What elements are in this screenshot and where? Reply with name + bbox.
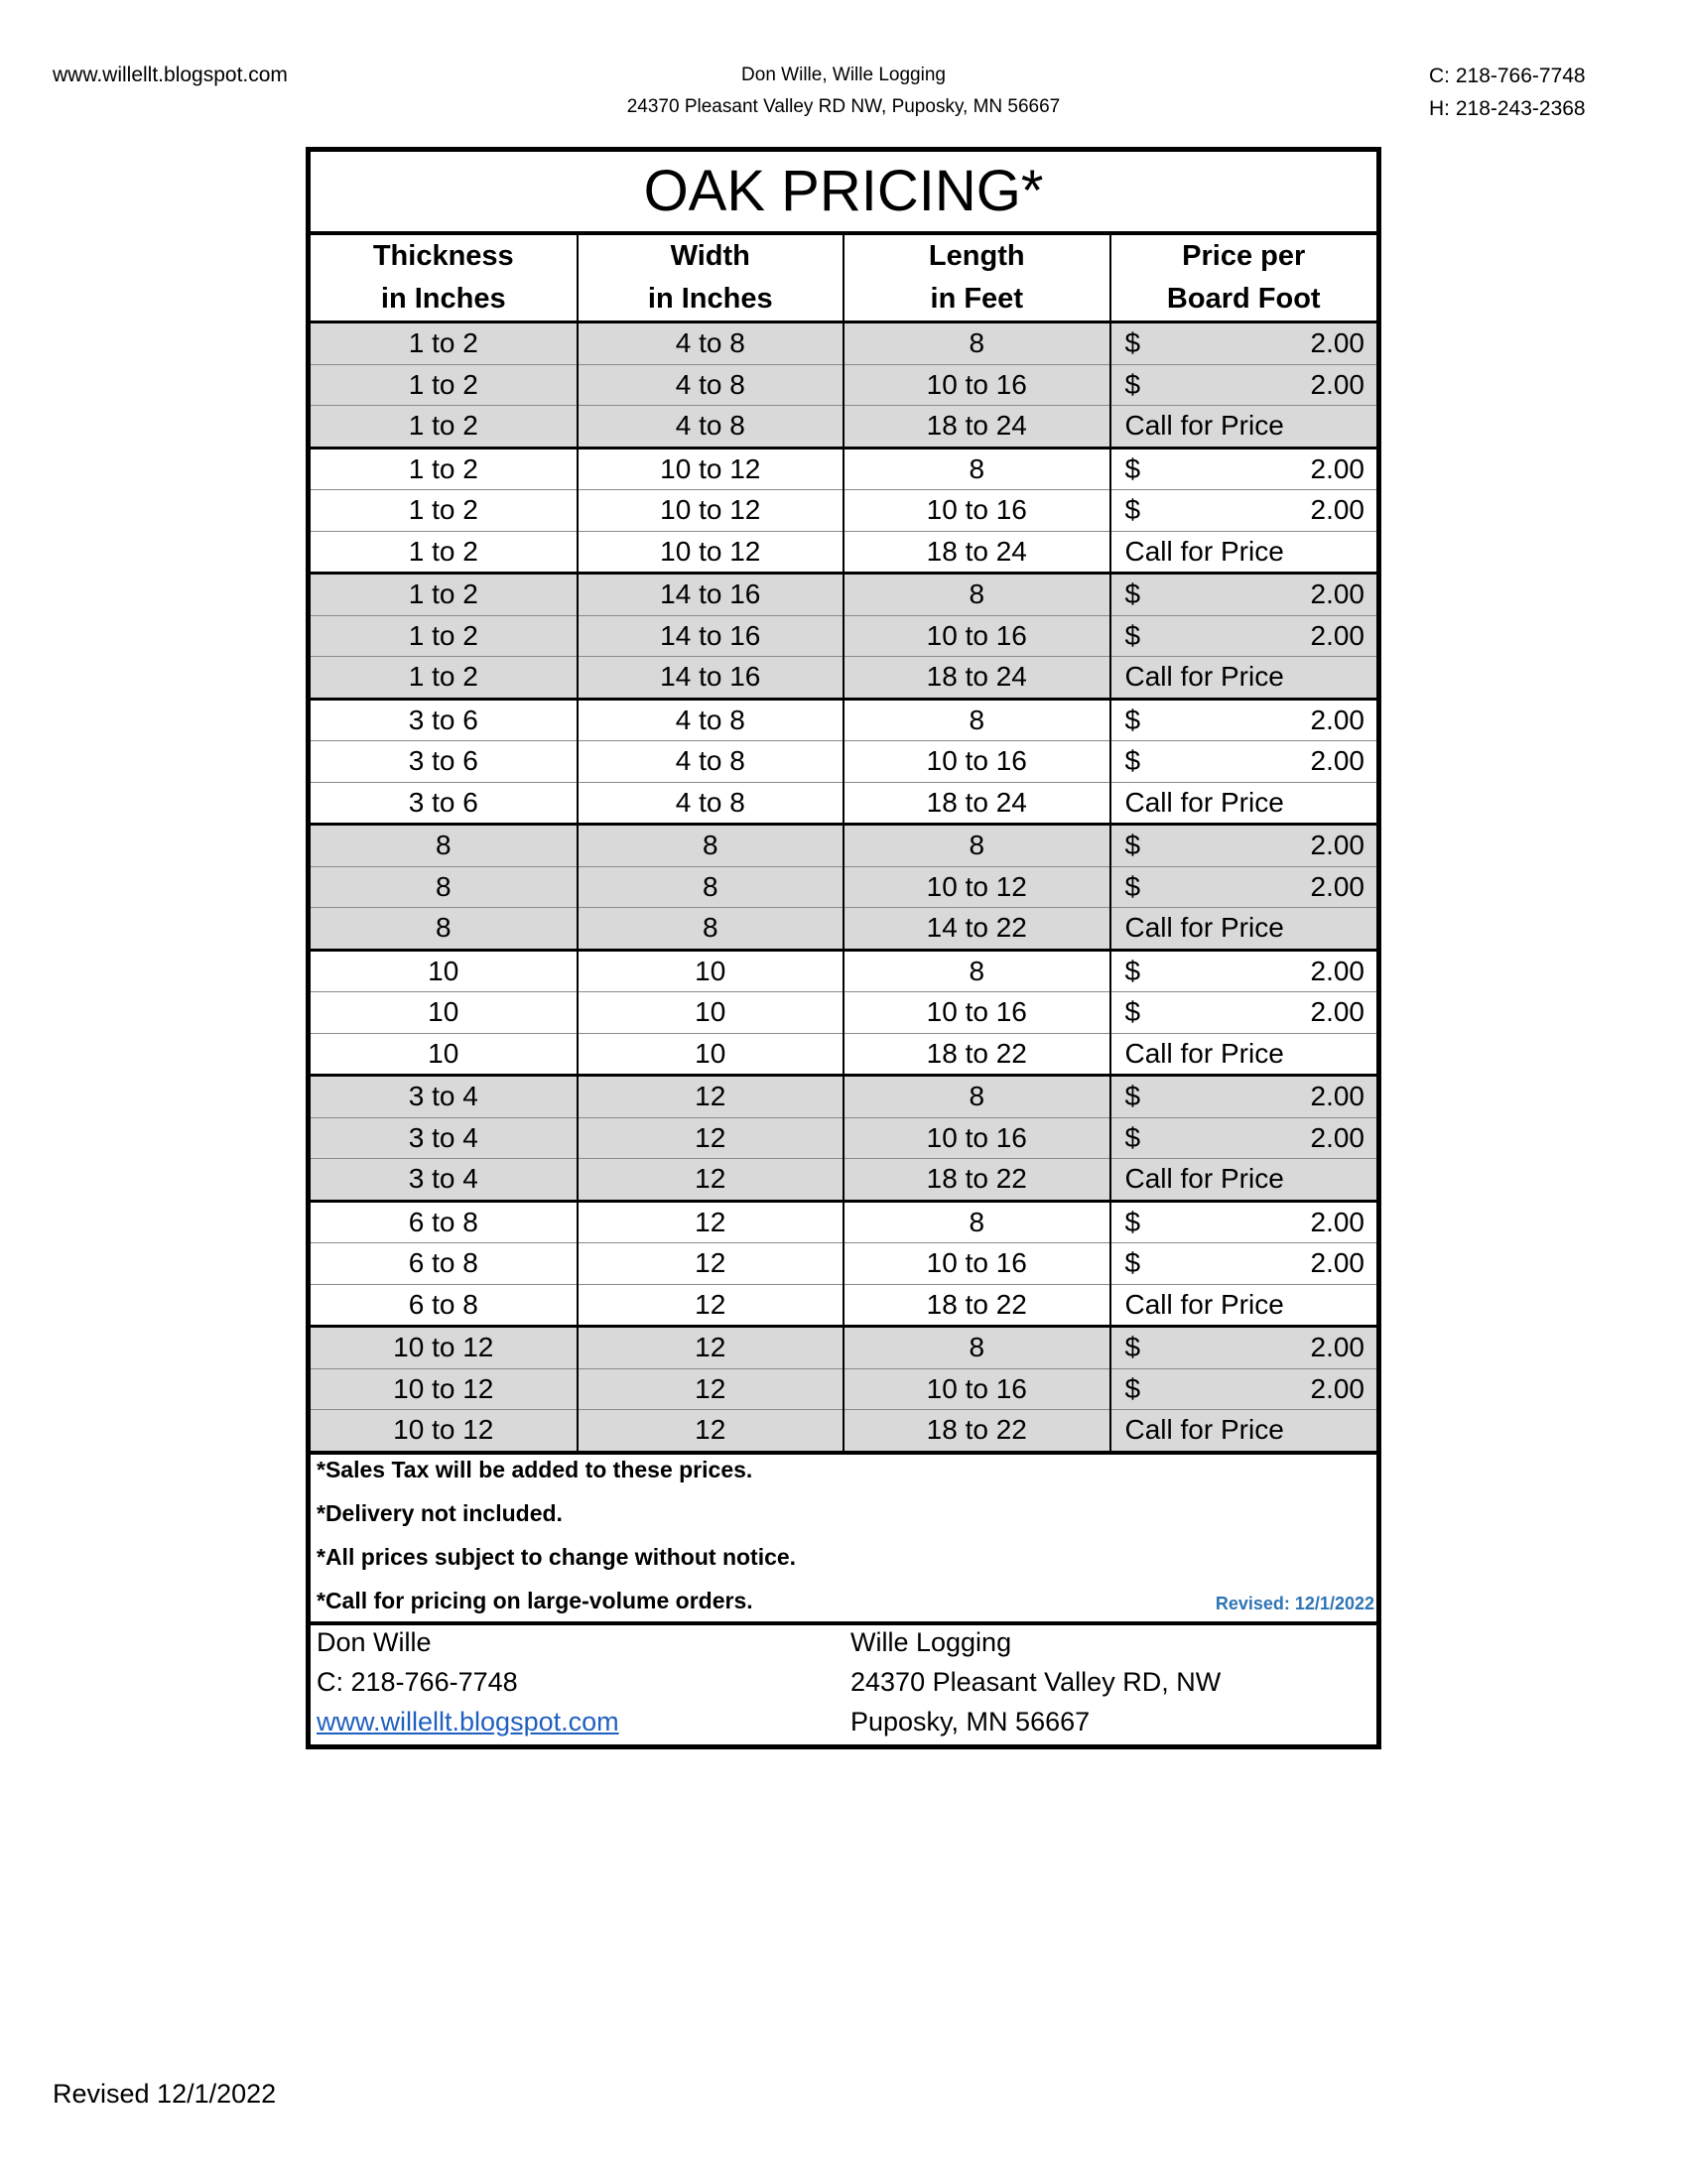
currency-symbol: $ bbox=[1124, 327, 1141, 359]
cell-price bbox=[1110, 322, 1377, 365]
price-amount: 2.00 bbox=[1310, 494, 1364, 526]
cell-thickness: 6 to 8 bbox=[311, 1284, 578, 1327]
cell-length: 18 to 22 bbox=[844, 1284, 1110, 1327]
price-value bbox=[1111, 578, 1377, 610]
table-row bbox=[311, 1033, 1376, 1076]
currency-symbol: $ bbox=[1124, 1247, 1141, 1279]
cell-length: 10 to 16 bbox=[844, 490, 1110, 532]
price-value bbox=[1111, 494, 1377, 526]
header-business-info bbox=[615, 60, 1072, 123]
contact-website-wrap bbox=[317, 1707, 619, 1737]
cell-price bbox=[1110, 866, 1377, 908]
cell-length: 8 bbox=[844, 574, 1110, 616]
cell-width: 12 bbox=[578, 1243, 844, 1285]
table-row bbox=[311, 950, 1376, 992]
price-call-text: Call for Price bbox=[1124, 912, 1284, 944]
cell-thickness: 6 to 8 bbox=[311, 1243, 578, 1285]
price-amount: 2.00 bbox=[1310, 1372, 1364, 1404]
table-row bbox=[311, 574, 1376, 616]
header-cell-phone: C: 218-766-7748 bbox=[1429, 64, 1586, 87]
table-row bbox=[311, 364, 1376, 406]
sheet-title: OAK PRICING* bbox=[311, 152, 1376, 235]
column-header-price: Price per Board Foot bbox=[1110, 235, 1377, 322]
cell-thickness: 1 to 2 bbox=[311, 531, 578, 574]
header-business-line: Don Wille, Wille Logging bbox=[741, 64, 946, 85]
cell-length: 10 to 12 bbox=[844, 866, 1110, 908]
cell-length: 8 bbox=[844, 1201, 1110, 1243]
price-value bbox=[1111, 1247, 1377, 1279]
cell-length: 8 bbox=[844, 448, 1110, 490]
cell-price bbox=[1110, 1159, 1377, 1202]
cell-thickness: 1 to 2 bbox=[311, 615, 578, 657]
cell-width: 12 bbox=[578, 1284, 844, 1327]
cell-width: 10 to 12 bbox=[578, 490, 844, 532]
cell-width: 12 bbox=[578, 1368, 844, 1410]
table-row bbox=[311, 322, 1376, 365]
cell-length: 10 to 16 bbox=[844, 992, 1110, 1034]
price-amount: 2.00 bbox=[1310, 619, 1364, 651]
cell-price bbox=[1110, 782, 1377, 825]
cell-length: 18 to 24 bbox=[844, 657, 1110, 700]
cell-width: 4 to 8 bbox=[578, 364, 844, 406]
price-amount: 2.00 bbox=[1310, 1247, 1364, 1279]
currency-symbol: $ bbox=[1124, 996, 1141, 1028]
currency-symbol: $ bbox=[1124, 1081, 1141, 1112]
cell-length: 18 to 22 bbox=[844, 1410, 1110, 1451]
contact-section bbox=[311, 1621, 1376, 1744]
cell-thickness: 3 to 6 bbox=[311, 699, 578, 741]
cell-thickness: 8 bbox=[311, 908, 578, 951]
table-row bbox=[311, 741, 1376, 783]
contact-city: Puposky, MN 56667 bbox=[850, 1706, 1091, 1736]
cell-length: 10 to 16 bbox=[844, 1368, 1110, 1410]
price-call-text: Call for Price bbox=[1124, 535, 1284, 567]
table-row bbox=[311, 1159, 1376, 1202]
price-amount: 2.00 bbox=[1310, 704, 1364, 735]
table-body bbox=[311, 322, 1376, 1451]
cell-width: 10 to 12 bbox=[578, 531, 844, 574]
note-large-volume: *Call for pricing on large-volume orders. bbox=[317, 1587, 753, 1613]
cell-price bbox=[1110, 908, 1377, 951]
cell-width: 14 to 16 bbox=[578, 615, 844, 657]
cell-thickness: 10 to 12 bbox=[311, 1410, 578, 1451]
cell-length: 8 bbox=[844, 1076, 1110, 1118]
table-row bbox=[311, 1368, 1376, 1410]
currency-symbol: $ bbox=[1124, 1372, 1141, 1404]
currency-symbol: $ bbox=[1124, 870, 1141, 902]
cell-price bbox=[1110, 1368, 1377, 1410]
price-call-text: Call for Price bbox=[1124, 410, 1284, 442]
cell-price bbox=[1110, 1327, 1377, 1369]
cell-price bbox=[1110, 1076, 1377, 1118]
table-row bbox=[311, 1284, 1376, 1327]
cell-thickness: 3 to 4 bbox=[311, 1117, 578, 1159]
cell-width: 8 bbox=[578, 866, 844, 908]
cell-thickness: 1 to 2 bbox=[311, 657, 578, 700]
cell-width: 10 to 12 bbox=[578, 448, 844, 490]
cell-length: 8 bbox=[844, 322, 1110, 365]
cell-price bbox=[1110, 1243, 1377, 1285]
cell-thickness: 1 to 2 bbox=[311, 322, 578, 365]
currency-symbol: $ bbox=[1124, 830, 1141, 861]
cell-thickness: 3 to 4 bbox=[311, 1076, 578, 1118]
cell-width: 12 bbox=[578, 1201, 844, 1243]
cell-price bbox=[1110, 1117, 1377, 1159]
table-row bbox=[311, 1076, 1376, 1118]
table-row bbox=[311, 615, 1376, 657]
cell-price bbox=[1110, 490, 1377, 532]
price-amount: 2.00 bbox=[1310, 996, 1364, 1028]
cell-price bbox=[1110, 364, 1377, 406]
cell-price bbox=[1110, 1033, 1377, 1076]
header-address-line: 24370 Pleasant Valley RD NW, Puposky, MN 56667 bbox=[626, 96, 1061, 117]
cell-price bbox=[1110, 657, 1377, 700]
revised-date-small: Revised: 12/1/2022 bbox=[1215, 1593, 1374, 1613]
price-value bbox=[1111, 956, 1377, 987]
cell-length: 10 to 16 bbox=[844, 741, 1110, 783]
currency-symbol: $ bbox=[1124, 1206, 1141, 1237]
cell-thickness: 10 bbox=[311, 1033, 578, 1076]
cell-width: 4 to 8 bbox=[578, 322, 844, 365]
contact-street: 24370 Pleasant Valley RD, NW bbox=[850, 1666, 1222, 1697]
cell-width: 4 to 8 bbox=[578, 782, 844, 825]
table-row bbox=[311, 531, 1376, 574]
cell-length: 18 to 22 bbox=[844, 1033, 1110, 1076]
cell-price bbox=[1110, 574, 1377, 616]
contact-website-link[interactable]: www.willellt.blogspot.com bbox=[317, 1706, 619, 1736]
currency-symbol: $ bbox=[1124, 578, 1141, 610]
price-amount: 2.00 bbox=[1310, 1332, 1364, 1363]
price-value bbox=[1111, 620, 1377, 652]
cell-length: 8 bbox=[844, 825, 1110, 867]
price-value bbox=[1111, 871, 1377, 903]
table-row bbox=[311, 1243, 1376, 1285]
price-amount: 2.00 bbox=[1310, 830, 1364, 861]
header-website: www.willellt.blogspot.com bbox=[53, 64, 288, 86]
cell-price bbox=[1110, 406, 1377, 449]
cell-thickness: 3 to 6 bbox=[311, 741, 578, 783]
cell-thickness: 1 to 2 bbox=[311, 364, 578, 406]
price-value bbox=[1111, 1122, 1377, 1154]
table-row bbox=[311, 1327, 1376, 1369]
cell-thickness: 1 to 2 bbox=[311, 448, 578, 490]
table-row bbox=[311, 1201, 1376, 1243]
price-value bbox=[1111, 745, 1377, 777]
note-delivery: *Delivery not included. bbox=[317, 1499, 563, 1526]
cell-length: 18 to 24 bbox=[844, 406, 1110, 449]
cell-width: 8 bbox=[578, 825, 844, 867]
cell-price bbox=[1110, 1284, 1377, 1327]
cell-width: 10 bbox=[578, 992, 844, 1034]
cell-length: 10 to 16 bbox=[844, 1243, 1110, 1285]
cell-thickness: 1 to 2 bbox=[311, 574, 578, 616]
pricing-table bbox=[311, 235, 1376, 1451]
cell-price bbox=[1110, 531, 1377, 574]
cell-price bbox=[1110, 825, 1377, 867]
contact-company: Wille Logging bbox=[850, 1626, 1012, 1657]
contact-cell: C: 218-766-7748 bbox=[317, 1666, 518, 1697]
price-amount: 2.00 bbox=[1310, 955, 1364, 986]
header-phones bbox=[1429, 60, 1586, 125]
note-sales-tax: *Sales Tax will be added to these prices. bbox=[317, 1456, 753, 1482]
price-amount: 2.00 bbox=[1310, 327, 1364, 359]
table-row bbox=[311, 782, 1376, 825]
price-call-text: Call for Price bbox=[1124, 1037, 1284, 1069]
note-price-change: *All prices subject to change without notice. bbox=[317, 1543, 797, 1570]
table-row bbox=[311, 657, 1376, 700]
price-amount: 2.00 bbox=[1310, 368, 1364, 400]
cell-thickness: 3 to 4 bbox=[311, 1159, 578, 1202]
price-call-text: Call for Price bbox=[1124, 661, 1284, 693]
contact-name: Don Wille bbox=[317, 1626, 432, 1657]
price-value bbox=[1111, 1332, 1377, 1363]
cell-length: 18 to 24 bbox=[844, 531, 1110, 574]
header-home-phone: H: 218-243-2368 bbox=[1429, 97, 1586, 120]
cell-length: 10 to 16 bbox=[844, 364, 1110, 406]
currency-symbol: $ bbox=[1124, 1332, 1141, 1363]
cell-price bbox=[1110, 615, 1377, 657]
price-value bbox=[1111, 830, 1377, 861]
price-amount: 2.00 bbox=[1310, 1206, 1364, 1237]
cell-width: 4 to 8 bbox=[578, 406, 844, 449]
table-row bbox=[311, 490, 1376, 532]
cell-length: 18 to 22 bbox=[844, 1159, 1110, 1202]
price-value bbox=[1111, 369, 1377, 401]
cell-thickness: 3 to 6 bbox=[311, 782, 578, 825]
notes-section bbox=[311, 1451, 1376, 1621]
cell-thickness: 1 to 2 bbox=[311, 490, 578, 532]
price-value bbox=[1111, 327, 1377, 359]
currency-symbol: $ bbox=[1124, 452, 1141, 484]
cell-price bbox=[1110, 950, 1377, 992]
table-row bbox=[311, 1117, 1376, 1159]
price-call-text: Call for Price bbox=[1124, 1288, 1284, 1320]
price-sheet bbox=[306, 147, 1381, 1749]
cell-width: 12 bbox=[578, 1076, 844, 1118]
currency-symbol: $ bbox=[1124, 1121, 1141, 1153]
cell-width: 12 bbox=[578, 1117, 844, 1159]
cell-length: 8 bbox=[844, 1327, 1110, 1369]
currency-symbol: $ bbox=[1124, 619, 1141, 651]
price-amount: 2.00 bbox=[1310, 452, 1364, 484]
cell-thickness: 10 bbox=[311, 992, 578, 1034]
currency-symbol: $ bbox=[1124, 368, 1141, 400]
table-row bbox=[311, 825, 1376, 867]
cell-length: 18 to 24 bbox=[844, 782, 1110, 825]
column-header-length: Length in Feet bbox=[844, 235, 1110, 322]
cell-length: 8 bbox=[844, 950, 1110, 992]
price-amount: 2.00 bbox=[1310, 1081, 1364, 1112]
table-row bbox=[311, 406, 1376, 449]
cell-price bbox=[1110, 448, 1377, 490]
price-call-text: Call for Price bbox=[1124, 1414, 1284, 1446]
price-call-text: Call for Price bbox=[1124, 1163, 1284, 1195]
table-row bbox=[311, 448, 1376, 490]
table-row bbox=[311, 908, 1376, 951]
price-value bbox=[1111, 453, 1377, 485]
column-header-width: Width in Inches bbox=[578, 235, 844, 322]
price-value bbox=[1111, 705, 1377, 736]
cell-width: 4 to 8 bbox=[578, 741, 844, 783]
cell-width: 12 bbox=[578, 1327, 844, 1369]
cell-width: 10 bbox=[578, 1033, 844, 1076]
price-value bbox=[1111, 996, 1377, 1028]
price-value bbox=[1111, 1081, 1377, 1112]
price-amount: 2.00 bbox=[1310, 1121, 1364, 1153]
cell-price bbox=[1110, 1201, 1377, 1243]
cell-price bbox=[1110, 1410, 1377, 1451]
cell-thickness: 10 to 12 bbox=[311, 1327, 578, 1369]
currency-symbol: $ bbox=[1124, 704, 1141, 735]
table-header-row bbox=[311, 235, 1376, 322]
price-call-text: Call for Price bbox=[1124, 786, 1284, 818]
cell-length: 10 to 16 bbox=[844, 1117, 1110, 1159]
currency-symbol: $ bbox=[1124, 494, 1141, 526]
cell-width: 10 bbox=[578, 950, 844, 992]
cell-price bbox=[1110, 699, 1377, 741]
cell-width: 12 bbox=[578, 1159, 844, 1202]
cell-price bbox=[1110, 741, 1377, 783]
price-value bbox=[1111, 1373, 1377, 1405]
cell-thickness: 1 to 2 bbox=[311, 406, 578, 449]
price-amount: 2.00 bbox=[1310, 745, 1364, 777]
cell-length: 14 to 22 bbox=[844, 908, 1110, 951]
currency-symbol: $ bbox=[1124, 955, 1141, 986]
column-header-thickness: Thickness in Inches bbox=[311, 235, 578, 322]
cell-width: 14 to 16 bbox=[578, 574, 844, 616]
price-amount: 2.00 bbox=[1310, 870, 1364, 902]
price-amount: 2.00 bbox=[1310, 578, 1364, 610]
price-value bbox=[1111, 1207, 1377, 1238]
currency-symbol: $ bbox=[1124, 745, 1141, 777]
cell-price bbox=[1110, 992, 1377, 1034]
cell-width: 4 to 8 bbox=[578, 699, 844, 741]
cell-length: 10 to 16 bbox=[844, 615, 1110, 657]
cell-thickness: 6 to 8 bbox=[311, 1201, 578, 1243]
cell-width: 8 bbox=[578, 908, 844, 951]
cell-thickness: 8 bbox=[311, 866, 578, 908]
cell-thickness: 10 to 12 bbox=[311, 1368, 578, 1410]
cell-length: 8 bbox=[844, 699, 1110, 741]
table-row bbox=[311, 699, 1376, 741]
cell-width: 14 to 16 bbox=[578, 657, 844, 700]
cell-thickness: 10 bbox=[311, 950, 578, 992]
table-row bbox=[311, 992, 1376, 1034]
cell-width: 12 bbox=[578, 1410, 844, 1451]
footer-revised: Revised 12/1/2022 bbox=[53, 2079, 277, 2109]
table-row bbox=[311, 866, 1376, 908]
cell-thickness: 8 bbox=[311, 825, 578, 867]
table-row bbox=[311, 1410, 1376, 1451]
